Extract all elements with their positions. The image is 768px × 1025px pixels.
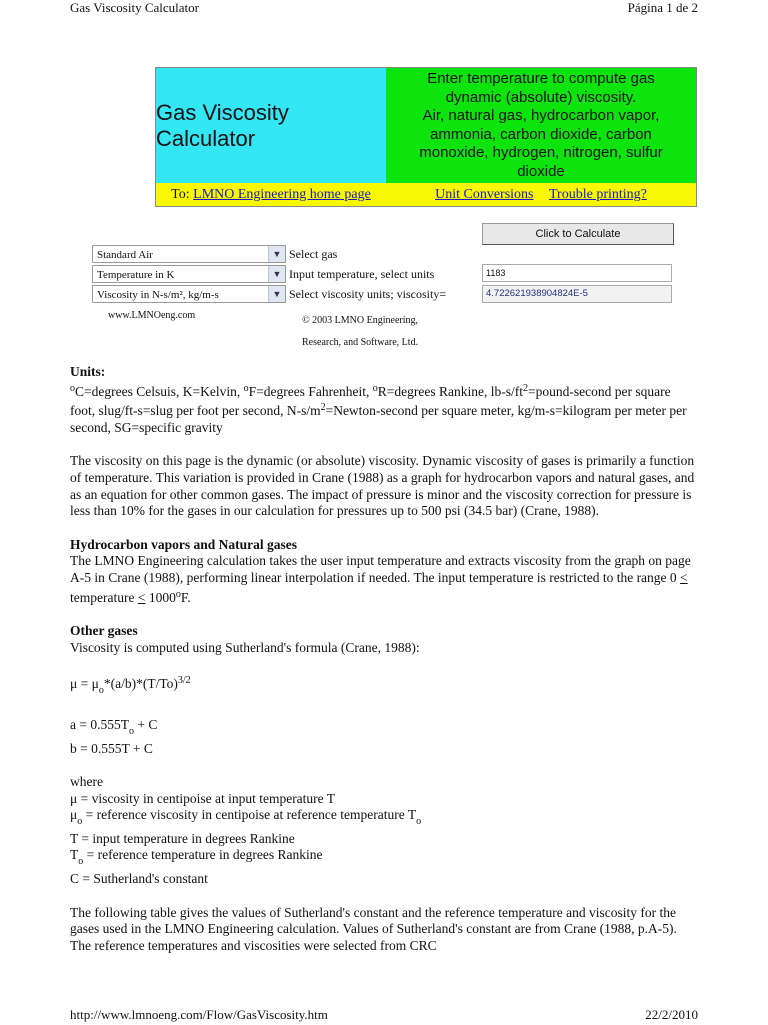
utility-links [386,183,696,206]
banner-description-line: ammonia, carbon dioxide, carbon [430,125,652,143]
definition-mu-o: $\mu_o$ = reference viscosity in centipoise at reference temperature $T_o$ [70,807,422,828]
copyright-text [302,310,418,354]
definition-t: T = input temperature in degrees Rankine [70,830,295,846]
viscosity-units-value: Viscosity in N-s/m², kg/m-s [97,289,219,301]
temperature-units-value: Temperature in K [97,269,175,281]
print-header-title: Gas Viscosity Calculator [70,0,199,15]
calculate-button[interactable]: Click to Calculate [482,223,674,245]
print-footer-date: 22/2/2010 [645,1007,698,1022]
definition-c: C = Sutherland's constant [70,871,208,887]
intro-paragraph: The viscosity on this page is the dynamic (or absolute) viscosity. Dynamic viscosity of gases is primarily a function of temperature. This variation is provided in Crane (1988) as a graph for hydrocarbon vapors and natural gases, and as an equation for other common gases. The impact of pressure is minor and the viscosity correction for pressure is less than 10% for the gases in our calculation for pressures up to 500 psi (34.5 bar) (Crane, 1988). [70,453,695,519]
article-body [70,364,698,954]
unit-conversions-link[interactable]: Unit Conversions [435,187,534,202]
home-page-link[interactable]: LMNO Engineering home page [193,187,371,202]
viscosity-units-select[interactable] [92,285,286,303]
banner-description-line: Air, natural gas, hydrocarbon vapor, [422,107,660,124]
temperature-units-select[interactable] [92,265,286,283]
units-paragraph: $^o$C=degrees Celsuis, K=Kelvin, $^o$F=degrees Fahrenheit, $^o$R=degrees Rankine, $lb-s/ft^2=pound$-second per square foot, slug/ft-s=slug per foot per second, $N-s/m^2=Newton$-second per square meter, kg/m-s=kilogram per meter per second, SG=specific gravity [70,382,687,435]
definition-t-o: $T_o$ = reference temperature in degrees Rankine [70,847,323,868]
trouble-printing-link[interactable]: Trouble printing? [549,187,647,202]
banner-description-line: dioxide [517,162,565,180]
gas-label: Select gas [289,247,338,261]
print-footer [70,1007,698,1025]
formula-b: b = 0.555T + C [70,740,153,756]
chevron-down-icon[interactable]: ▼ [268,266,285,282]
where-label: where [70,774,103,790]
banner-description-line: dynamic (absolute) viscosity. [445,88,637,106]
to-label: To: [171,187,190,202]
temperature-input[interactable]: 1183 [482,264,672,282]
print-header [70,0,698,18]
temperature-label: Input temperature, select units [289,267,435,281]
copyright-line-1: © 2003 LMNO Engineering, [302,315,418,326]
home-link-cell [156,183,386,206]
viscosity-label: Select viscosity units; viscosity= [289,287,447,301]
banner-description [386,68,696,185]
gas-select-value: Standard Air [97,249,153,261]
definition-mu: μ = viscosity in centipoise at input temperature T [70,790,336,806]
gas-select[interactable] [92,245,286,263]
formula-a: $a = 0.555T_o + C$ [70,716,158,737]
print-footer-url: http://www.lmnoeng.com/Flow/GasViscosity.htm [70,1007,328,1022]
print-header-page: Página 1 de 2 [627,0,698,15]
banner-link-bar [156,183,696,206]
copyright-line-2: Research, and Software, Ltd. [302,337,419,348]
other-gases-paragraph: Viscosity is computed using Sutherland's formula (Crane, 1988): [70,639,420,655]
banner-description-line: monoxide, hydrogen, nitrogen, sulfur [419,144,663,161]
other-gases-heading: Other gases [70,623,138,639]
banner-description-line: Enter temperature to compute gas [427,70,655,87]
units-heading: Units: [70,364,106,379]
banner-title: Gas Viscosity Calculator [156,68,386,183]
hydrocarbon-heading: Hydrocarbon vapors and Natural gases [70,536,298,552]
chevron-down-icon[interactable]: ▼ [268,246,285,262]
table-intro-paragraph: The following table gives the values of Sutherland's constant and the reference temperature and viscosity for the gases used in the LMNO Engineering calculation. Values of Sutherland's constant are from Crane (1988, p.A-5). The reference temperatures and viscosities were selected from CRC [70,904,677,953]
banner [155,67,697,207]
hydrocarbon-paragraph: The LMNO Engineering calculation takes the user input temperature and extracts viscosity from the graph on page A-5 in Crane (1988), performing linear interpolation if needed. The input temperature is restricted to the range 0 < temperature < $1000^oF$. [70,553,691,605]
formula-viscosity: $\mu = \mu_o*(a/b)*(T/To)^{3/2}$ [70,675,191,697]
website-text: www.LMNOeng.com [108,310,196,321]
chevron-down-icon[interactable]: ▼ [268,286,285,302]
viscosity-output[interactable]: 4.722621938904824E-5 [482,285,672,303]
calculator-form [92,220,692,348]
